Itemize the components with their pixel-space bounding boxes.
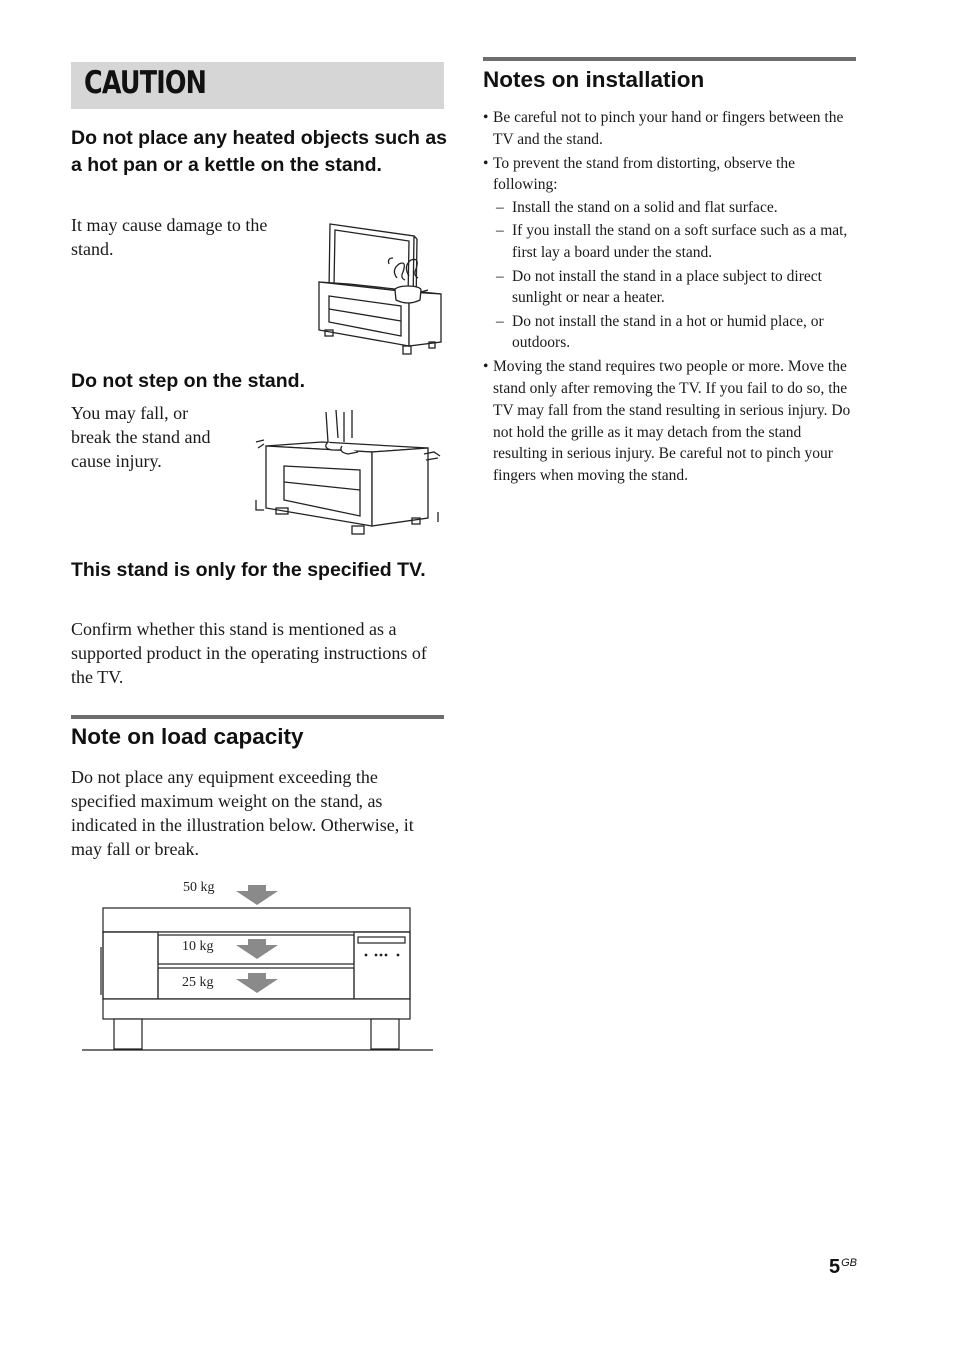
tv-with-kettle-illustration bbox=[313, 218, 445, 358]
load-section-rule bbox=[71, 715, 444, 719]
note-text: To prevent the stand from distorting, observe the following: bbox=[493, 154, 795, 194]
load-label-middle: 10 kg bbox=[182, 939, 214, 954]
page-number-value: 5 bbox=[829, 1256, 841, 1278]
load-capacity-text: Do not place any equipment exceeding the specified maximum weight on the stand, as indicated in the illustration below. Otherwise, it may fall or break. bbox=[71, 767, 414, 859]
list-item bbox=[483, 356, 858, 487]
specified-tv-heading: This stand is only for the specified TV. bbox=[71, 559, 426, 581]
bullet-marker: • bbox=[483, 358, 489, 376]
sub-list-item bbox=[493, 197, 858, 219]
dash-marker: – bbox=[496, 312, 504, 330]
note-text: Be careful not to pinch your hand or fingers between the TV and the stand. bbox=[493, 109, 844, 148]
dash-marker: – bbox=[496, 222, 504, 240]
dash-marker: – bbox=[496, 267, 504, 285]
load-capacity-diagram bbox=[80, 875, 436, 1053]
no-step-heading: Do not step on the stand. bbox=[71, 370, 305, 392]
stepping-on-stand-illustration bbox=[252, 408, 446, 540]
heated-objects-heading: Do not place any heated objects such as a hot pan or a kettle on the stand. bbox=[71, 127, 448, 176]
sub-list bbox=[493, 197, 858, 354]
load-label-top: 50 kg bbox=[183, 880, 215, 895]
sub-note-text: Do not install the stand in a hot or humid place, or outdoors. bbox=[512, 312, 824, 352]
specified-tv-text: Confirm whether this stand is mentioned as a supported product in the operating instructions of the TV. bbox=[71, 619, 427, 687]
caution-banner bbox=[71, 62, 444, 109]
sub-list-item bbox=[493, 220, 858, 264]
bullet-marker: • bbox=[483, 154, 489, 172]
list-item bbox=[483, 107, 858, 151]
caution-title: CAUTION bbox=[84, 65, 207, 101]
load-label-bottom: 25 kg bbox=[182, 975, 214, 990]
installation-section-rule bbox=[483, 57, 856, 61]
heated-objects-text: It may cause damage to the stand. bbox=[71, 215, 268, 259]
sub-note-text: Install the stand on a solid and flat surface. bbox=[512, 199, 778, 217]
no-step-text: You may fall, or break the stand and cause injury. bbox=[71, 403, 211, 471]
page-number-suffix: GB bbox=[841, 1257, 858, 1269]
installation-heading: Notes on installation bbox=[483, 67, 705, 92]
sub-note-text: Do not install the stand in a place subject to direct sunlight or near a heater. bbox=[512, 267, 822, 307]
note-text: Moving the stand requires two people or more. Move the stand only after removing the TV. If you fail to do so, the TV may fall from the stand resulting in serious injury. Do not hold the grille as it may detach from the stand resulting in serious injury. Be careful not to pinch your fingers when moving the stand. bbox=[493, 358, 851, 485]
load-capacity-heading: Note on load capacity bbox=[71, 724, 304, 749]
installation-notes-list bbox=[483, 107, 858, 489]
list-item bbox=[483, 153, 858, 355]
sub-note-text: If you install the stand on a soft surface such as a mat, first lay a board under the stand. bbox=[512, 222, 848, 262]
page-number bbox=[829, 1256, 857, 1279]
sub-list-item bbox=[493, 266, 858, 310]
dash-marker: – bbox=[496, 199, 504, 217]
bullet-marker: • bbox=[483, 109, 489, 126]
sub-list-item bbox=[493, 311, 858, 355]
